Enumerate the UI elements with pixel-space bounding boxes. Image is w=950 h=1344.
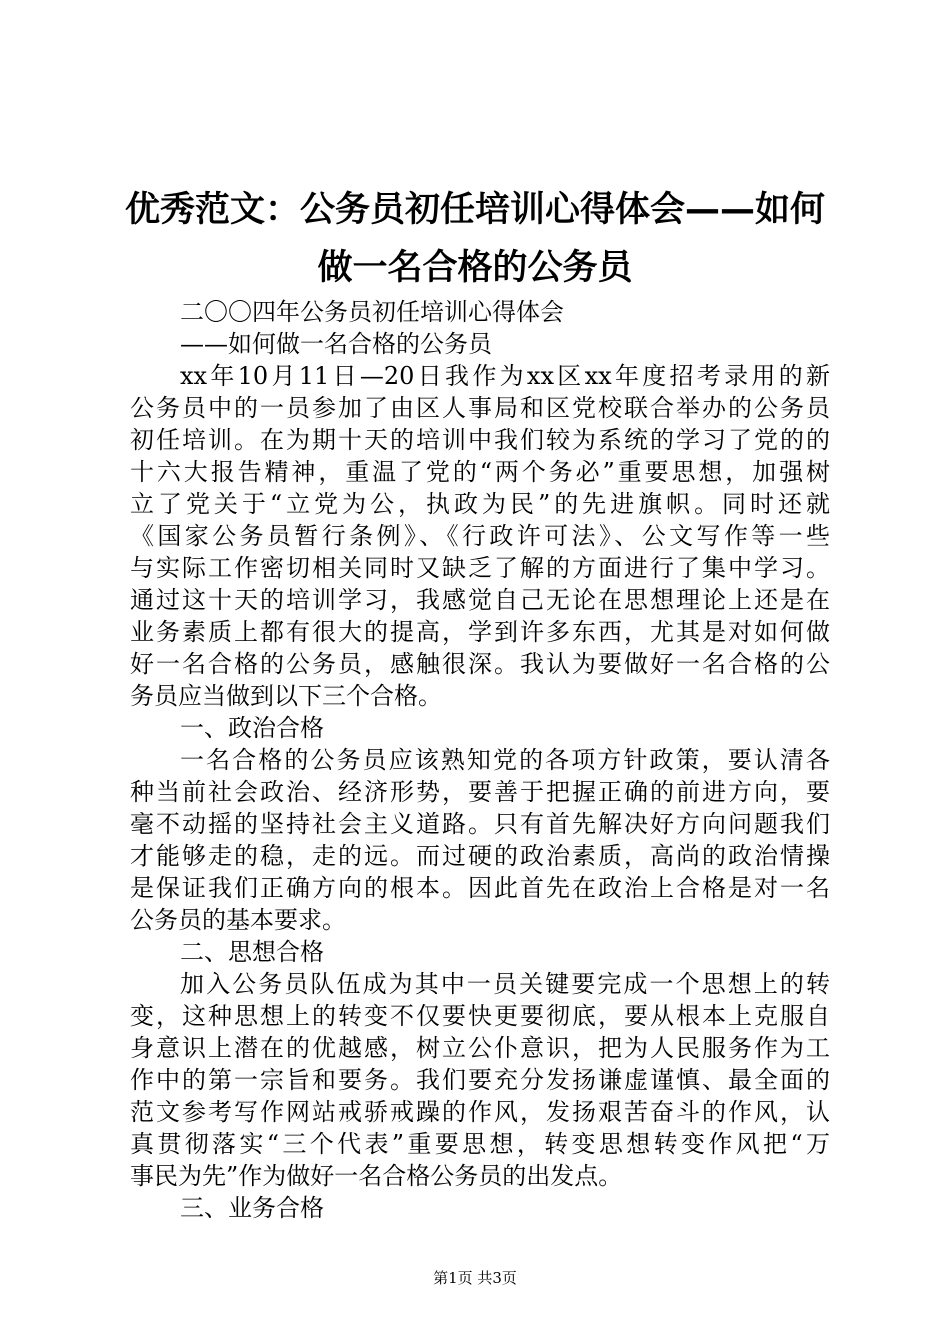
body-line: 真贯彻落实“三个代表”重要思想，转变思想转变作风把“万 (130, 1130, 830, 1158)
body-line: 十六大报告精神，重温了党的“两个务必”重要思想，加强树 (130, 458, 830, 486)
body-line: 通过这十天的培训学习，我感觉自己无论在思想理论上还是在 (130, 586, 830, 614)
body-line: 范文参考写作网站戒骄戒躁的作风，发扬艰苦奋斗的作风，认 (130, 1098, 830, 1126)
body-line: 好一名合格的公务员，感触很深。我认为要做好一名合格的公 (130, 650, 830, 678)
body-line: 业务素质上都有很大的提高，学到许多东西，尤其是对如何做 (130, 618, 830, 646)
section-heading: 二、思想合格 (180, 938, 324, 966)
body-line: 务员应当做到以下三个合格。 (130, 682, 442, 710)
body-line: 《国家公务员暂行条例》、《行政许可法》、公文写作等一些 (130, 522, 830, 550)
body-line: 事民为先”作为做好一名合格公务员的出发点。 (130, 1162, 623, 1190)
page-footer: 第1页 共3页 (433, 1269, 517, 1287)
body-line: 一名合格的公务员应该熟知党的各项方针政策，要认清各 (180, 746, 830, 774)
body-line: 与实际工作密切相关同时又缺乏了解的方面进行了集中学习。 (130, 554, 830, 582)
body-line: 种当前社会政治、经济形势，要善于把握正确的前进方向，要 (130, 778, 830, 806)
body-line: 加入公务员队伍成为其中一员关键要完成一个思想上的转 (180, 970, 830, 998)
body-line: 公务员中的一员参加了由区人事局和区党校联合举办的公务员 (130, 394, 830, 422)
body-line: 身意识上潜在的优越感，树立公仆意识，把为人民服务作为工 (130, 1034, 830, 1062)
body-line: 才能够走的稳，走的远。而过硬的政治素质，高尚的政治情操 (130, 842, 830, 870)
document-title-line-1: 优秀范文：公务员初任培训心得体会——如何 (124, 190, 825, 230)
subtitle-line: ——如何做一名合格的公务员 (180, 330, 492, 358)
body-line: xx年10月11日—20日我作为xx区xx年度招考录用的新 (180, 362, 830, 390)
body-line: 是保证我们正确方向的根本。因此首先在政治上合格是对一名 (130, 874, 830, 902)
body-line: 作中的第一宗旨和要务。我们要充分发扬谦虚谨慎、最全面的 (130, 1066, 830, 1094)
section-heading: 三、业务合格 (180, 1194, 324, 1222)
body-line: 初任培训。在为期十天的培训中我们较为系统的学习了党的的 (130, 426, 830, 454)
subtitle-line: 二〇〇四年公务员初任培训心得体会 (180, 298, 564, 326)
body-line: 毫不动摇的坚持社会主义道路。只有首先解决好方向问题我们 (130, 810, 830, 838)
body-line: 公务员的基本要求。 (130, 906, 346, 934)
body-line: 立了党关于“立党为公，执政为民”的先进旗帜。同时还就 (130, 490, 830, 518)
document-title-line-2: 做一名合格的公务员 (317, 248, 633, 288)
section-heading: 一、政治合格 (180, 714, 324, 742)
body-line: 变，这种思想上的转变不仅要快更要彻底，要从根本上克服自 (130, 1002, 830, 1030)
